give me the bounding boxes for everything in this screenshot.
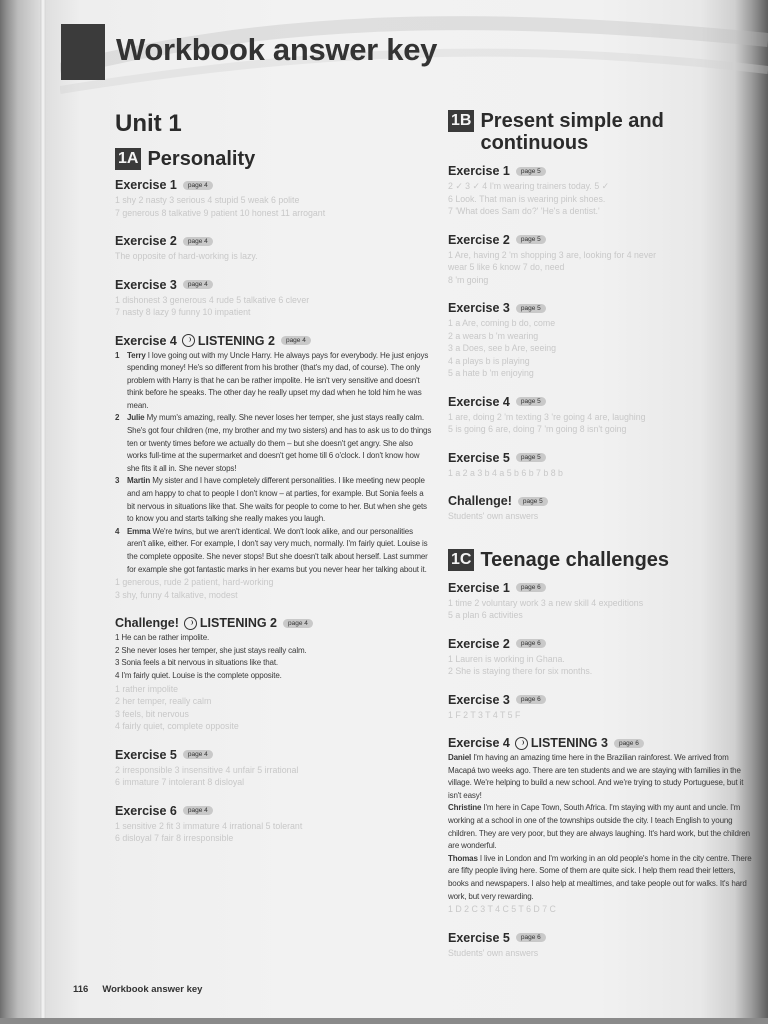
exercise-title: Exercise 4	[448, 394, 510, 409]
exercise-1c-5	[448, 931, 753, 960]
title-accent-bar	[61, 24, 105, 80]
answer-line: 5 a plan 6 activities	[448, 610, 523, 620]
answer-line: 1 Lauren is working in Ghana.	[448, 653, 565, 664]
answer-line: The opposite of hard-working is lazy.	[115, 251, 258, 261]
exercise-1c-2	[448, 637, 753, 678]
answer-line: 1 Are, having 2 'm shopping 3 are, looking for 4 never	[448, 249, 657, 260]
footer-label: Workbook answer key	[102, 984, 203, 995]
transcript-text: I'm here in Cape Town, South Africa. I'm staying with my aunt and uncle. I'm working at a school in one of the townships outside the city. I teach English to young children. They are very poor, but they are always laughing. It's hard work, but the children are wonderful.	[448, 803, 750, 851]
exercise-title: Exercise 6	[115, 803, 177, 818]
exercise-title: Exercise 5	[115, 747, 177, 762]
transcript-number: 2	[115, 413, 120, 423]
challenge-transcript-line: 2 She never loses her temper, she just stays really calm.	[115, 645, 307, 655]
transcript-item	[448, 853, 753, 903]
exercise-1b-1	[448, 164, 753, 218]
page-pill: page 6	[516, 583, 546, 592]
page-pill: page 4	[283, 619, 313, 628]
answer-line: 5 is going 6 are, doing 7 'm going 8 isn't going	[448, 424, 627, 434]
transcript-text: I live in London and I'm working in an old people's home in the city centre. There are fifty people living here. Some of them are quite sick. I help them read their letters, books and newspapers. I also help at mealtimes, and take people out for walks. It's hard work, but very rewarding.	[448, 853, 752, 901]
exercise-title: Exercise 2	[115, 234, 177, 248]
transcript-item	[115, 350, 433, 413]
section-title-line: continuous	[480, 132, 589, 154]
exercise-1a-3	[115, 278, 433, 319]
answer-line: 2 irresponsible 3 insensitive 4 unfair 5 irrational	[115, 764, 299, 775]
challenge-transcript-line: 1 He can be rather impolite.	[115, 633, 210, 643]
page-number: 116	[73, 984, 89, 995]
exercise-title: Exercise 1	[448, 164, 510, 178]
exercise-1c-3	[448, 693, 753, 722]
answer-line: 1 time 2 voluntary work 3 a new skill 4 expeditions	[448, 597, 644, 608]
exercise-title: Exercise 2	[448, 232, 510, 247]
answer-line: 1 sensitive 2 fit 3 immature 4 irrational 5 tolerant	[115, 820, 303, 831]
page-pill: page 5	[516, 453, 546, 462]
exercise-title: Exercise 2	[448, 636, 510, 651]
answer-line: Students' own answers	[448, 511, 539, 521]
speaker-name: Julie	[127, 413, 145, 423]
answer-line: 8 'm going	[448, 274, 489, 285]
page-pill: page 6	[614, 739, 644, 748]
section-title	[480, 110, 663, 154]
transcript	[115, 350, 433, 577]
exercise-1a-1	[115, 178, 433, 219]
answer-line: 4 a plays b is playing	[448, 355, 530, 366]
answer-line: wear 5 like 6 know 7 do, need	[448, 262, 565, 272]
answer-line: 3 a Does, see b Are, seeing	[448, 343, 557, 353]
listening-text: LISTENING 3	[530, 736, 608, 750]
section-heading-1a	[115, 148, 433, 170]
transcript-text: My mum's amazing, really. She never loses her temper, she just stays really calm. She's got four children (me, my brother and my two sisters) and has to ask us to do things ten or twenty times before we actually do them – but she doesn't get angry. She also works full-time at the supermarket and doesn't get home till 6 o'clock. I don't know how she fits it all in. She never stops!	[127, 413, 432, 473]
exercise-title: Exercise 4	[115, 333, 177, 348]
page-pill: page 4	[281, 336, 311, 345]
answer-line: 1 are, doing 2 'm texting 3 're going 4 are, laughing	[448, 411, 646, 422]
transcript-item	[448, 802, 753, 852]
transcript-number: 1	[115, 350, 120, 360]
page-pill: page 4	[183, 280, 213, 289]
audio-cd-icon	[182, 334, 195, 347]
section-code: 1C	[448, 549, 474, 571]
answer-line: 1 rather impolite	[115, 683, 179, 694]
answer-line: 7 nasty 8 lazy 9 funny 10 impatient	[115, 307, 251, 317]
exercise-1c-1	[448, 581, 753, 622]
audio-cd-icon	[184, 617, 197, 630]
answer-line: 2 She is staying there for six months.	[448, 666, 593, 676]
transcript-text: We're twins, but we aren't identical. We don't look alike, and our personalities aren't alike, either. For example, I don't say very much, normally. I'm fairly quiet. Louise is the complete opposite. She never stops! But she doesn't talk about herself. Last summer for example she got fantastic marks in her exams but you never hear her talking about it.	[127, 526, 428, 574]
section-title-line: Present simple and	[480, 110, 664, 132]
answer-line: 3 feels, bit nervous	[115, 708, 189, 719]
unit-title: Unit 1	[115, 110, 182, 137]
listening-text: LISTENING 2	[197, 333, 275, 348]
exercise-title: Exercise 3	[115, 277, 177, 292]
page-footer	[73, 984, 216, 995]
answer-line: 2 ✓ 3 ✓ 4 I'm wearing trainers today. 5 ✓	[448, 181, 610, 191]
speaker-name: Emma	[127, 526, 151, 536]
exercise-title: Exercise 4	[448, 736, 510, 750]
answer-line: 4 fairly quiet, complete opposite	[115, 721, 239, 732]
answer-line: Students' own answers	[448, 947, 539, 958]
right-column	[448, 110, 753, 974]
exercise-title: Exercise 1	[115, 178, 177, 192]
speaker-name: Terry	[127, 350, 146, 360]
page-pill: page 4	[183, 806, 213, 815]
exercise-title: Exercise 1	[448, 580, 510, 595]
listening-label	[515, 736, 608, 750]
page-pill: page 4	[183, 750, 213, 759]
page-pill: page 5	[516, 235, 546, 244]
exercise-1a-4	[115, 334, 433, 602]
page-title: Workbook answer key	[116, 32, 438, 67]
page-pill: page 5	[516, 304, 546, 313]
transcript	[448, 752, 753, 903]
challenge-transcript-line: 4 I'm fairly quiet. Louise is the complete opposite.	[115, 670, 282, 680]
section-heading-1c	[448, 549, 753, 571]
answer-line: 6 Look. That man is wearing pink shoes.	[448, 193, 606, 204]
answer-line: 2 her temper, really calm	[115, 696, 212, 707]
listening-text: LISTENING 2	[199, 616, 277, 631]
exercise-title: Exercise 3	[448, 692, 510, 707]
exercise-1c-4	[448, 736, 753, 916]
transcript-text: I love going out with my Uncle Harry. He always pays for everybody. He just enjoys spending money! He's so different from his brother (that's my dad, of course). The only problem with Harry is that he can be rather impolite. He isn't very sensitive and doesn't think before he speaks. The other day he really upset my dad when he told him he was mean.	[127, 350, 429, 410]
exercise-1a-5	[115, 748, 433, 789]
section-code: 1B	[448, 110, 474, 132]
transcript-number: 3	[115, 476, 120, 486]
answer-line: 2 a wears b 'm wearing	[448, 330, 539, 341]
transcript-text: I'm having an amazing time here in the Brazilian rainforest. We arrived from Macapá two weeks ago. There are ten students and we are staying with families in the village. We're helping to build a new school. And we're trying to study Portuguese, but it isn't easy!	[448, 753, 744, 800]
speaker-name: Christine	[448, 803, 482, 813]
speaker-name: Daniel	[448, 753, 472, 762]
speaker-name: Martin	[127, 476, 151, 486]
page-edge-shadow	[0, 1018, 768, 1024]
answer-line: 6 immature 7 intolerant 8 disloyal	[115, 777, 245, 788]
exercise-title: Exercise 5	[448, 930, 510, 945]
transcript-text: My sister and I have completely different personalities. I like meeting new people and am happy to chat to people I don't know – at parties, for example. But Sonia feels a bit nervous in situations like that. She waits for people to come to her. But when she gets to know you and starts talking she really makes you laugh.	[127, 476, 427, 524]
exercise-title: Challenge!	[115, 616, 179, 631]
answer-line: 5 a hate b 'm enjoying	[448, 368, 534, 378]
answer-line: 7 generous 8 talkative 9 patient 10 honest 11 arrogant	[115, 207, 326, 218]
exercise-1b-2	[448, 233, 753, 287]
book-spine	[40, 0, 46, 1024]
page-pill: page 4	[183, 237, 213, 246]
transcript-item	[115, 412, 433, 475]
page-pill: page 6	[516, 933, 546, 942]
section-heading-1b	[448, 110, 753, 154]
section-title: Personality	[147, 148, 256, 170]
exercise-title: Exercise 3	[448, 301, 510, 315]
page-pill: page 5	[516, 397, 546, 406]
answer-line: 3 shy, funny 4 talkative, modest	[115, 589, 238, 600]
transcript-item	[115, 526, 433, 576]
transcript-item	[115, 475, 433, 525]
page-pill: page 6	[516, 639, 546, 648]
exercise-1b-3	[448, 301, 753, 380]
answer-line: 1 dishonest 3 generous 4 rude 5 talkative 6 clever	[115, 294, 310, 305]
exercise-title: Challenge!	[448, 494, 512, 508]
page-pill: page 5	[518, 497, 548, 506]
challenge-1b	[448, 494, 753, 523]
answer-line: 7 'What does Sam do?' 'He's a dentist.'	[448, 206, 600, 216]
exercise-1a-2	[115, 234, 433, 263]
speaker-name: Thomas	[448, 853, 478, 863]
audio-cd-icon	[515, 737, 528, 750]
answer-line: 1 a Are, coming b do, come	[448, 318, 556, 328]
answer-line: 1 a 2 a 3 b 4 a 5 b 6 b 7 b 8 b	[448, 467, 563, 478]
challenge-transcript-line: 3 Sonia feels a bit nervous in situations like that.	[115, 658, 278, 668]
left-column	[115, 110, 433, 860]
answer-line: 1 generous, rude 2 patient, hard-working	[115, 577, 274, 588]
answer-line: 6 disloyal 7 fair 8 irresponsible	[115, 833, 234, 844]
transcript-number: 4	[115, 526, 120, 536]
listening-label	[184, 616, 277, 630]
page-pill: page 4	[183, 181, 213, 190]
transcript-item	[448, 752, 753, 802]
section-code: 1A	[115, 148, 141, 170]
answer-line: 1 F 2 T 3 T 4 T 5 F	[448, 709, 521, 720]
exercise-title: Exercise 5	[448, 450, 510, 465]
answer-line: 1 D 2 C 3 T 4 C 5 T 6 D 7 C	[448, 904, 556, 915]
exercise-1b-5	[448, 451, 753, 480]
page-pill: page 5	[516, 167, 546, 176]
exercise-1b-4	[448, 395, 753, 436]
page-pill: page 6	[516, 695, 546, 704]
challenge-1a	[115, 616, 433, 732]
answer-line: 1 shy 2 nasty 3 serious 4 stupid 5 weak 6 polite	[115, 195, 300, 205]
listening-label	[182, 334, 275, 348]
exercise-1a-6	[115, 804, 433, 845]
section-title: Teenage challenges	[480, 548, 670, 571]
